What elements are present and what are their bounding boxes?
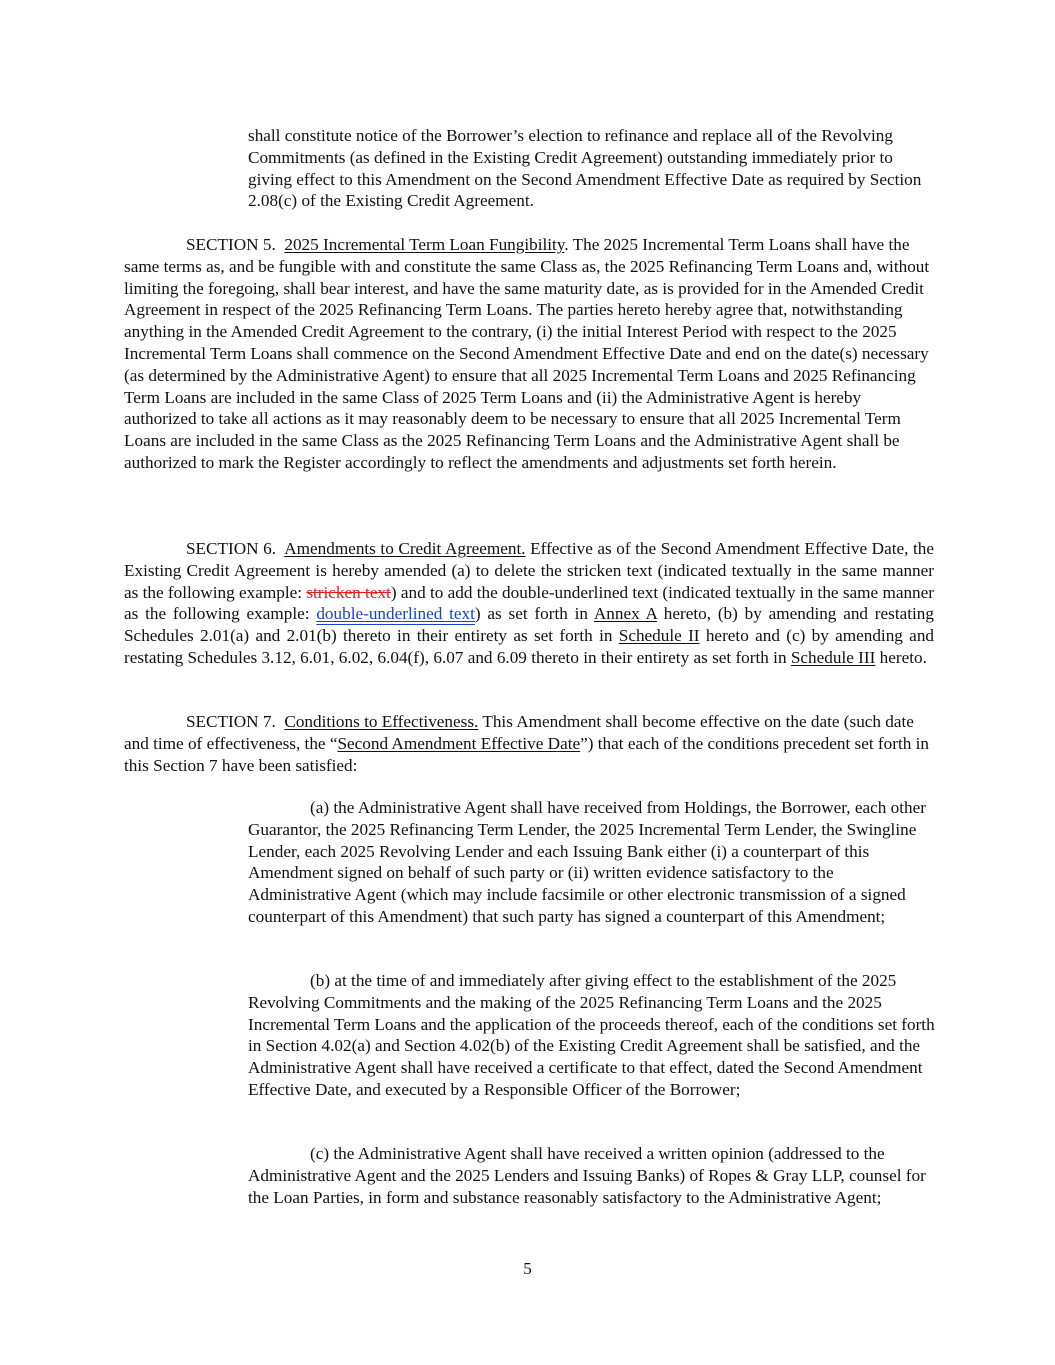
- section-6-text-3: ) as set forth in: [474, 604, 594, 624]
- section-7-title: Conditions to Effectiveness.: [284, 712, 479, 731]
- annex-a-reference: Annex A: [593, 604, 657, 624]
- second-amendment-effective-date-term: Second Amendment Effective Date: [337, 733, 581, 753]
- section-6-paragraph: [124, 538, 934, 669]
- section-7-text-1: This Amendment shall become effective on the date (such date and time of effectiveness, the “: [124, 712, 914, 753]
- intro-paragraph: shall constitute notice of the Borrower’s election to refinance and replace all of the Revolving Commitments (as defined in the Existing Credit Agreement) outstanding immediately prior to giving effect to this Amendment on the Second Amendment Effective Date as required by Section 2.08(c) of the Existing Credit Agreement.: [248, 126, 922, 211]
- section-7-paragraph: [124, 711, 934, 776]
- section-6-text-6: hereto.: [875, 647, 927, 667]
- section-6-title: Amendments to Credit Agreement.: [284, 539, 526, 558]
- condition-b: (b) at the time of and immediately after giving effect to the establishment of the 2025 Revolving Commitments and the making of the 2025 Refinancing Term Loans and the 2025 Incremental Term Loans and the application of the proceeds thereof, each of the conditions set forth in Section 4.02(a) and Section 4.02(b) of the Existing Credit Agreement shall be satisfied, and the Administrative Agent shall have received a certificate to that effect, dated the Second Amendment Effective Date, and executed by a Responsible Officer of the Borrower;: [248, 971, 935, 1099]
- stricken-text-example: stricken text: [306, 582, 391, 602]
- page-number: 5: [523, 1259, 532, 1278]
- schedule-iii-reference: Schedule III: [790, 647, 876, 667]
- section-7-number: SECTION 7.: [186, 712, 276, 731]
- schedule-ii-reference: Schedule II: [618, 626, 700, 646]
- section-6-text-1: Effective as of the Second Amendment Effective Date, the Existing Credit Agreement is hereby amended (a) to delete the stricken text (indicated textually in the same manner as the following example:: [124, 539, 934, 602]
- section-6-text-5: hereto and (c) by amending and restating Schedules 3.12, 6.01, 6.02, 6.04(f), 6.07 and 6.09 thereto in their entirety as set forth in: [124, 626, 935, 667]
- section-5-number: SECTION 5.: [186, 235, 276, 254]
- section-5-paragraph: [124, 234, 934, 474]
- section-6-number: SECTION 6.: [186, 539, 277, 558]
- section-5-title: 2025 Incremental Term Loan Fungibility: [284, 235, 565, 254]
- condition-c: (c) the Administrative Agent shall have received a written opinion (addressed to the Administrative Agent and the 2025 Lenders and Issuing Banks) of Ropes & Gray LLP, counsel for the Loan Parties, in form and substance reasonably satisfactory to the Administrative Agent;: [248, 1144, 926, 1207]
- section-6-text-2: ) and to add the double-underlined text (indicated textually in the same manner as the following example:: [124, 582, 934, 624]
- condition-a: (a) the Administrative Agent shall have received from Holdings, the Borrower, each other Guarantor, the 2025 Refinancing Term Lender, the 2025 Incremental Term Lender, the Swingline Lender, each 2025 Revolving Lender and each Issuing Bank either (i) a counterpart of this Amendment signed on behalf of such party or (ii) written evidence satisfactory to the Administrative Agent (which may include facsimile or other electronic transmission of a signed counterpart of this Amendment) that such party has signed a counterpart of this Amendment;: [248, 798, 926, 926]
- double-underlined-example-link[interactable]: double-underlined text: [316, 604, 475, 624]
- section-5-body: . The 2025 Incremental Term Loans shall have the same terms as, and be fungible with and constitute the same Class as, the 2025 Refinancing Term Loans and, without limiting the foregoing, shall bear interest, and have the same maturity date, as is provided for in the Amended Credit Agreement in respect of the 2025 Refinancing Term Loans. The parties hereto hereby agree that, notwithstanding anything in the Amended Credit Agreement to the contrary, (i) the initial Interest Period with respect to the 2025 Incremental Term Loans shall commence on the Second Amendment Effective Date and end on the date(s) necessary (as determined by the Administrative Agent) to ensure that all 2025 Incremental Term Loans and 2025 Refinancing Term Loans are included in the same Class of 2025 Term Loans and (ii) the Administrative Agent is hereby authorized to take all actions as it may reasonably deem to be necessary to ensure that all 2025 Incremental Term Loans are included in the same Class as the 2025 Refinancing Term Loans and the Administrative Agent shall be authorized to mark the Register accordingly to reflect the amendments and adjustments set forth herein.: [124, 235, 930, 472]
- section-6-text-4: hereto, (b) by amending and restating Schedules 2.01(a) and 2.01(b) thereto in their entirety as set forth in: [124, 604, 934, 646]
- section-7-text-2: ”) that each of the conditions precedent set forth in this Section 7 have been satisfied:: [124, 733, 929, 775]
